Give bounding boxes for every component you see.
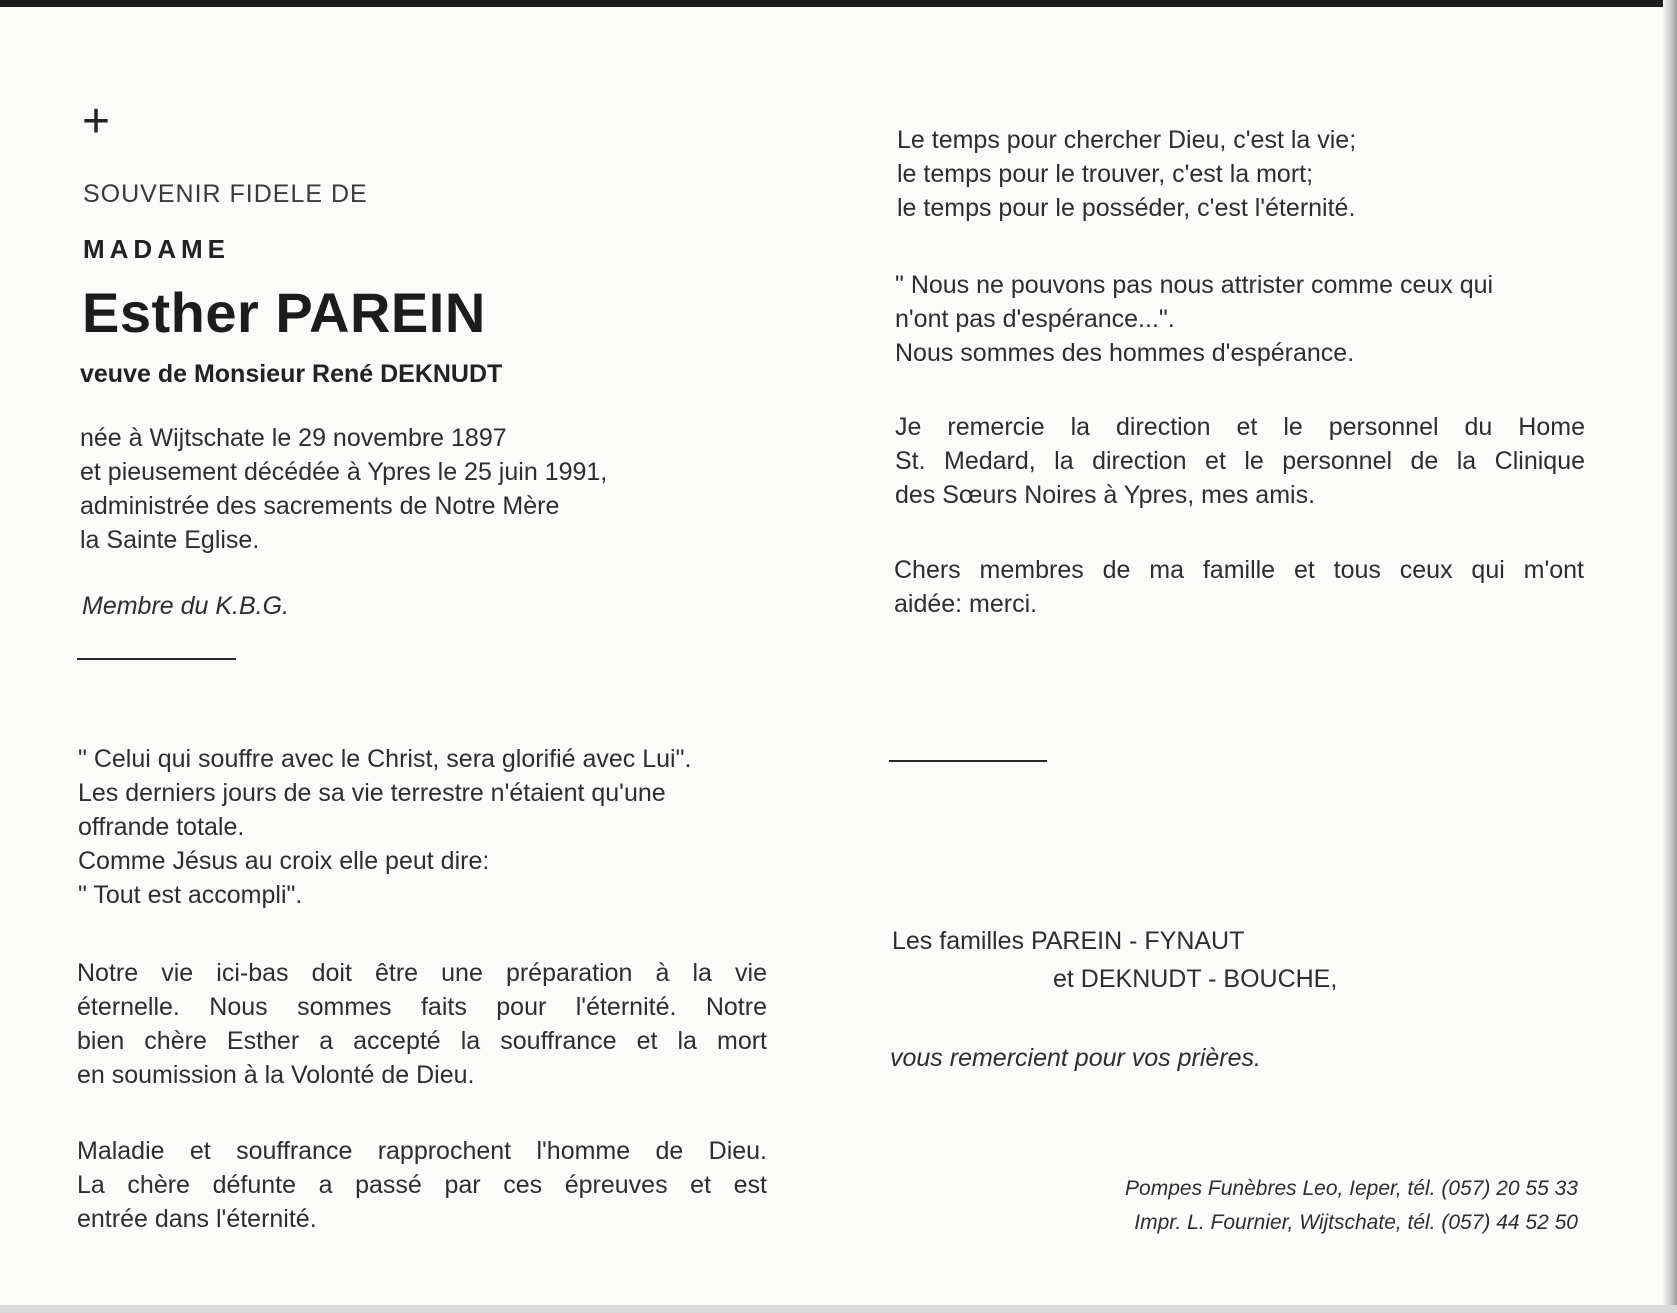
time-line: Le temps pour chercher Dieu, c'est la vie; (897, 126, 1357, 154)
divider-left (77, 658, 236, 660)
hope-line: Nous sommes des hommes d'espérance. (895, 339, 1355, 367)
quote-line: " Celui qui souffre avec le Christ, sera glorifié avec Lui". (78, 745, 692, 773)
time-line: le temps pour le posséder, c'est l'éternité. (897, 194, 1356, 222)
quote-line: " Tout est accompli". (78, 881, 303, 909)
illness-line: entrée dans l'éternité. (77, 1205, 317, 1233)
divider-right (889, 760, 1047, 762)
thanks-line: Je remercie la direction et le personnel du Home (895, 413, 1585, 441)
hope-line: " Nous ne pouvons pas nous attrister comme ceux qui (895, 271, 1494, 299)
family-thanks-line: Chers membres de ma famille et tous ceux qui m'ont (894, 556, 1584, 584)
family-thanks-line: aidée: merci. (894, 590, 1038, 618)
bio-line: administrée des sacrements de Notre Mère (80, 492, 560, 520)
time-line: le temps pour le trouver, c'est la mort; (897, 160, 1314, 188)
bio-line: née à Wijtschate le 29 novembre 1897 (80, 424, 507, 452)
illness-paragraph (77, 1134, 767, 1236)
card-bottom-edge (0, 1305, 1677, 1313)
membership (82, 589, 289, 623)
preparation-line: éternelle. Nous sommes faits pour l'éternité. Notre (77, 993, 767, 1021)
families-line-2: et DEKNUDT - BOUCHE, (1053, 965, 1338, 993)
hope-line: n'ont pas d'espérance...". (895, 305, 1175, 333)
preparation-line: Notre vie ici-bas doit être une préparation à la vie (77, 959, 767, 987)
quote-line: offrande totale. (78, 813, 245, 841)
widow-of-line: veuve de Monsieur René DEKNUDT (80, 360, 503, 388)
deceased-name: Esther PAREIN (82, 281, 486, 344)
family-thanks-paragraph (894, 553, 1584, 621)
hope-paragraph (895, 268, 1493, 370)
preparation-paragraph (77, 956, 767, 1092)
quote-line: Les derniers jours de sa vie terrestre n'étaient qu'une (78, 779, 666, 807)
printer-line: Pompes Funèbres Leo, Ieper, tél. (057) 20 55 33 (1125, 1177, 1578, 1200)
preparation-line: bien chère Esther a accepté la souffrance et la mort (77, 1027, 767, 1055)
membership-line: Membre du K.B.G. (82, 592, 290, 620)
quote-line: Comme Jésus au croix elle peut dire: (78, 847, 490, 875)
card-right-edge (1663, 0, 1677, 1313)
printer-line: Impr. L. Fournier, Wijtschate, tél. (057) 44 52 50 (1134, 1211, 1578, 1234)
thanks-line: St. Medard, la direction et le personnel de la Clinique (895, 447, 1585, 475)
illness-line: La chère défunte a passé par ces épreuves et est (77, 1171, 767, 1199)
cross-icon: + (82, 95, 111, 148)
honorific-title: MADAME (83, 234, 230, 264)
souvenir-heading: SOUVENIR FIDELE DE (83, 180, 368, 208)
thanks-paragraph (895, 410, 1585, 512)
card-top-edge (0, 0, 1677, 7)
biography (80, 421, 607, 557)
families-line-1: Les familles PAREIN - FYNAUT (892, 927, 1245, 955)
prayers-line: vous remercient pour vos prières. (890, 1044, 1261, 1072)
preparation-line: en soumission à la Volonté de Dieu. (77, 1061, 475, 1089)
illness-line: Maladie et souffrance rapprochent l'homme de Dieu. (77, 1137, 767, 1165)
thanks-line: des Sœurs Noires à Ypres, mes amis. (895, 481, 1316, 509)
time-paragraph (897, 123, 1356, 225)
quote-paragraph (78, 742, 770, 912)
bio-line: la Sainte Eglise. (80, 526, 260, 554)
printer-info (1000, 1172, 1578, 1240)
bio-line: et pieusement décédée à Ypres le 25 juin 1991, (80, 458, 608, 486)
